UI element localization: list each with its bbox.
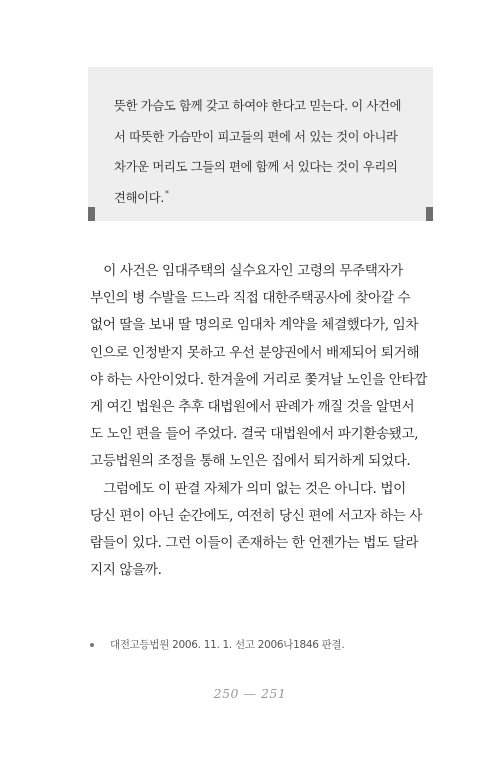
body-line: 이 사건은 임대주택의 실수요자인 고령의 무주택자가: [103, 263, 403, 279]
quote-corner-right: [426, 207, 433, 221]
body-text: [90, 258, 430, 584]
footnote-text: 대전고등법원 2006. 11. 1. 선고 2006나1846 판결.: [110, 639, 345, 651]
footnote-bullet-icon: [90, 643, 94, 647]
quote-line: 뜻한 가슴도 함께 갖고 하여야 한다고 믿는다. 이 사건에: [114, 99, 402, 113]
body-line: 없어 딸을 보내 딸 명의로 임대차 계약을 체결했다가, 임차: [90, 317, 419, 334]
quote-line-last: [114, 183, 432, 214]
quote-line: 서 따뜻한 가슴만이 피고들의 편에 서 있는 것이 아니라: [114, 129, 398, 144]
body-line: 부인의 병 수발을 드느라 직접 대한주택공사에 찾아갈 수: [90, 290, 411, 307]
quote-box: [88, 67, 433, 221]
footnote-reference-mark: *: [164, 189, 169, 199]
quote-line-text: 견해이다.: [114, 190, 164, 205]
body-line: 고등법원의 조정을 통해 노인은 집에서 퇴거하게 되었다.: [90, 453, 411, 470]
body-line: 야 하는 사안이었다. 한겨울에 거리로 쫓겨날 노인을 안타깝: [90, 371, 427, 388]
page-numbers: 250 — 251: [213, 686, 287, 701]
body-line: 게 여긴 법원은 추후 대법원에서 판례가 깨질 것을 알면서: [90, 399, 415, 416]
body-line: 람들이 있다. 그런 이들이 존재하는 한 언젠가는 법도 달라: [90, 535, 419, 552]
body-line: 인으로 인정받지 못하고 우선 분양권에서 배제되어 퇴거해: [90, 344, 420, 361]
body-line: 그럼에도 이 판결 자체가 의미 없는 것은 아니다. 법이: [103, 480, 406, 497]
body-line: 지지 않을까.: [90, 562, 162, 579]
quote-text: [114, 91, 432, 213]
body-line: 당신 편이 아닌 순간에도, 여전히 당신 편에 서고자 하는 사: [90, 507, 423, 524]
body-line: 도 노인 편을 들어 주었다. 결국 대법원에서 파기환송됐고,: [90, 426, 419, 443]
quote-line: 차가운 머리도 그들의 편에 함께 서 있다는 것이 우리의: [114, 160, 398, 174]
quote-corner-left: [88, 207, 95, 221]
footnote: [90, 637, 430, 652]
